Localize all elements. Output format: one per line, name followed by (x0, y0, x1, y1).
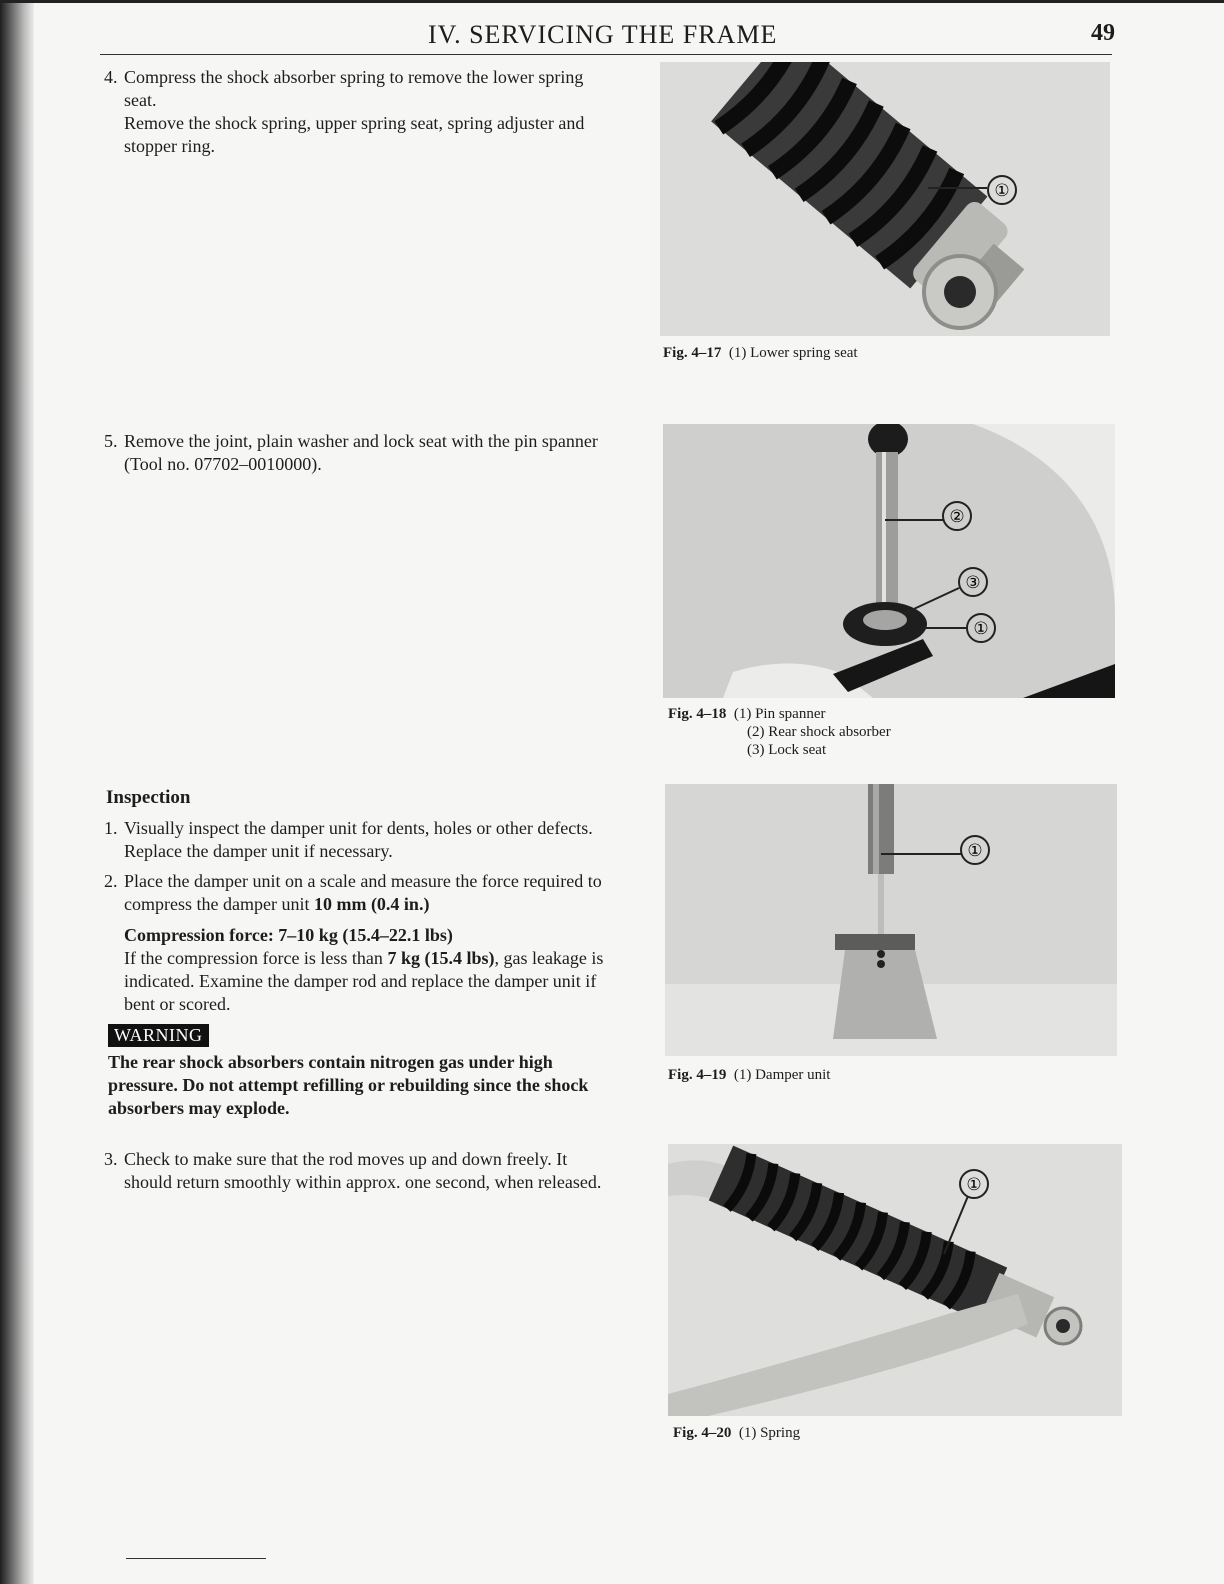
page-binding-shadow (0, 0, 34, 1584)
page-title: IV. SERVICING THE FRAME (428, 20, 778, 49)
callout-2: ② (949, 507, 965, 527)
figure-4-19-photo (665, 784, 1117, 1056)
figure-4-17-caption (663, 344, 858, 362)
figure-number: Fig. 4–17 (663, 345, 722, 361)
caption-text: (1) Lower spring seat (728, 345, 858, 361)
top-edge-line (0, 0, 1224, 3)
caption-text: (1) Pin spanner (733, 706, 826, 722)
figure-4-18-photo (663, 424, 1115, 698)
warning-text: The rear shock absorbers contain nitrogen gas under high pressure. Do not attempt refilling or rebuilding since the shock absorbers may explode. (108, 1052, 589, 1118)
callout-1: ① (994, 181, 1010, 201)
step-4 (104, 66, 604, 158)
figure-number: Fig. 4–20 (673, 1425, 732, 1441)
header-rule (100, 54, 1112, 55)
measure-value: 10 mm (0.4 in.) (313, 894, 430, 914)
item-text: Visually inspect the damper unit for dents, holes or other defects. Replace the damper unit if necessary. (124, 818, 593, 861)
caption-text: (1) Spring (738, 1425, 801, 1441)
item-text-part: Place the damper unit on a scale and measure the force required to compress the damper unit (124, 871, 602, 914)
step-number: 4. (104, 67, 118, 87)
callout-1: ① (973, 619, 989, 639)
figure-4-18-caption (668, 705, 826, 723)
inspection-item-1 (104, 817, 604, 863)
item-number: 1. (104, 818, 118, 838)
figure-4-17-photo (660, 62, 1110, 336)
figure-4-18-caption-line: (2) Rear shock absorber (747, 724, 891, 740)
step-text: Compress the shock absorber spring to remove the lower spring seat. (124, 67, 584, 110)
item-number: 2. (104, 871, 118, 891)
step-5 (104, 430, 604, 476)
item-number: 3. (104, 1149, 118, 1169)
footnote-rule (126, 1558, 266, 1559)
page-number: 49 (1091, 20, 1115, 46)
note-value: 7 kg (15.4 lbs) (387, 948, 495, 968)
inspection-heading: Inspection (106, 787, 191, 808)
step-text: Remove the joint, plain washer and lock seat with the pin spanner (Tool no. 07702–0010000). (124, 431, 598, 474)
item-text: Check to make sure that the rod moves up and down freely. It should return smoothly within approx. one second, when released. (124, 1149, 602, 1192)
compression-spec: Compression force: 7–10 kg (15.4–22.1 lbs) (124, 925, 453, 945)
caption-text: (1) Damper unit (733, 1067, 831, 1083)
figure-4-18-caption-line: (3) Lock seat (747, 742, 827, 758)
warning-label: WARNING (108, 1024, 209, 1047)
step-text: Remove the shock spring, upper spring seat, spring adjuster and stopper ring. (124, 113, 585, 156)
step-number: 5. (104, 431, 118, 451)
figure-number: Fig. 4–19 (668, 1067, 727, 1083)
figure-4-20-photo (668, 1144, 1122, 1416)
callout-3: ③ (965, 573, 981, 593)
figure-number: Fig. 4–18 (668, 706, 727, 722)
figure-4-20-caption (673, 1424, 800, 1442)
item-text (124, 870, 604, 916)
item-note (124, 947, 604, 1016)
note-part: If the compression force is less than (124, 948, 388, 968)
figure-4-19-caption (668, 1066, 830, 1084)
inspection-item-3 (104, 1148, 604, 1194)
callout-1: ① (967, 841, 983, 861)
inspection-item-2 (104, 870, 604, 1016)
note-part: , gas leakage is indicated. Examine the damper rod and replace the damper unit if bent or scored. (124, 948, 604, 1014)
callout-1: ① (966, 1175, 982, 1195)
